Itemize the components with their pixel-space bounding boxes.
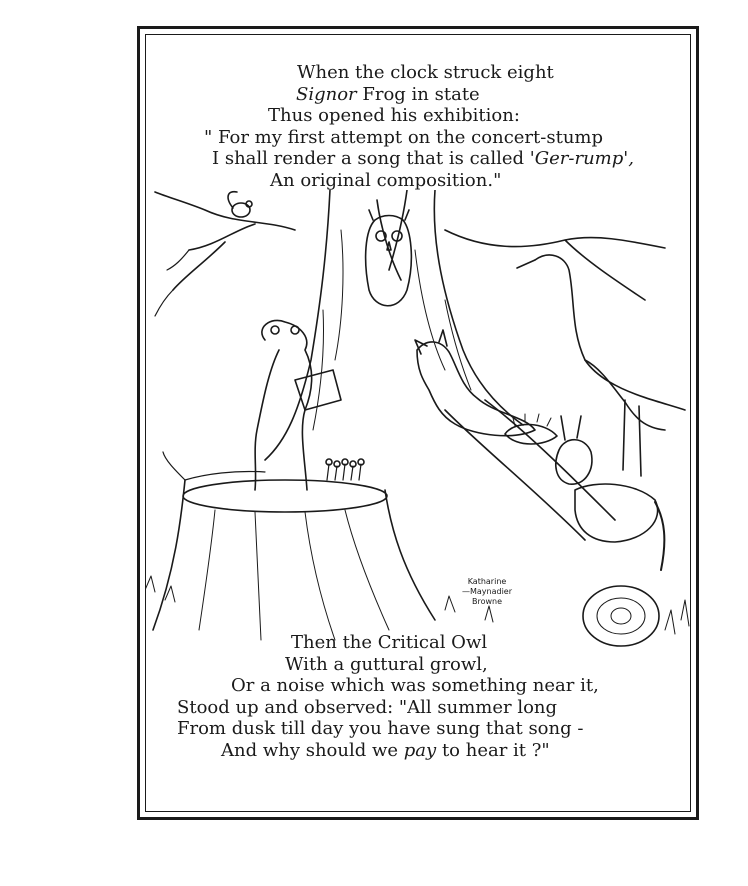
fallen-log: [445, 400, 659, 646]
verse-bottom-line-5: From dusk till day you have sung that song -: [177, 718, 584, 739]
verse-top-line-1: When the clock struck eight: [297, 62, 554, 83]
signature-line-1: Katharine: [467, 577, 507, 586]
insect-band-icon: [326, 459, 364, 480]
verse-top-line-2: Signor Frog in state: [296, 83, 480, 105]
right-branch: [445, 230, 665, 300]
signature-line-3: Browne: [471, 597, 503, 606]
left-branch: [155, 192, 295, 290]
grass: [145, 576, 689, 634]
artist-signature: [452, 577, 522, 607]
song-title: 'Ger-rump',: [529, 148, 634, 169]
rabbit-icon: [556, 416, 592, 484]
verse-bottom-line-4: Stood up and observed: "All summer long: [177, 696, 558, 718]
raccoon-icon: [575, 484, 664, 570]
concert-stump: [153, 452, 435, 640]
verse-top-line-4: " For my first attempt on the concert-stump: [204, 126, 603, 148]
owl-icon: [366, 210, 412, 306]
verse-bottom: [0, 632, 748, 761]
forest-concert-illustration: [145, 190, 691, 660]
verse-top: [0, 62, 748, 191]
verse-top-line-5: I shall render a song that is called 'Ger-rump',: [212, 148, 634, 169]
verse-bottom-line-6: And why should we pay to hear it ?": [221, 739, 550, 761]
verse-top-line-6: An original composition.": [270, 169, 502, 191]
verse-top-line-3: Thus opened his exhibition:: [268, 105, 520, 126]
signor-word: Signor: [296, 83, 357, 105]
pay-word: pay: [403, 739, 437, 761]
signature-line-2: —Maynadier: [461, 587, 513, 596]
verse-bottom-line-1: Then the Critical Owl: [291, 632, 488, 653]
squirrel-icon: [228, 192, 252, 217]
verse-bottom-line-2: With a guttural growl,: [285, 653, 488, 675]
verse-bottom-line-3: Or a noise which was something near it,: [231, 675, 599, 696]
